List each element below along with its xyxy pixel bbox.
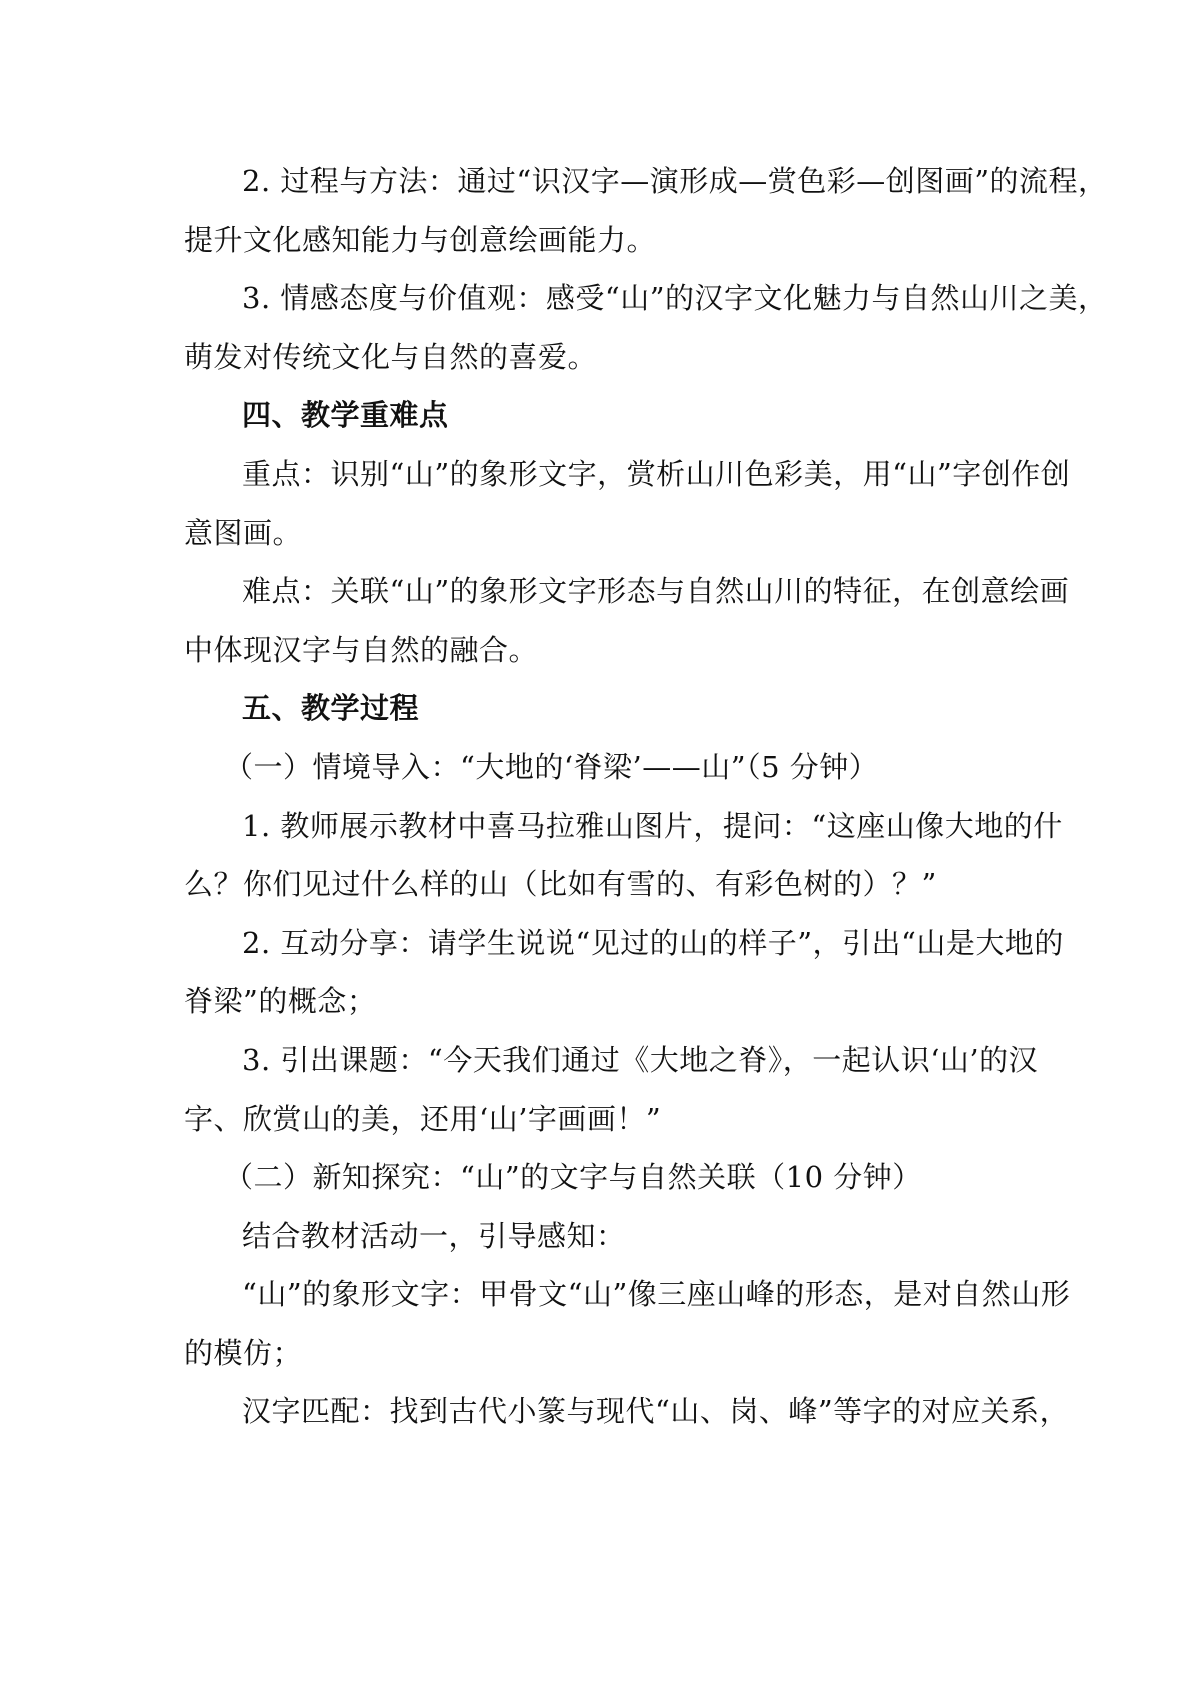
paragraph-step-3-cont: 字、欣赏山的美，还用‘山’字画画！” <box>184 1101 662 1136</box>
paragraph-key-point: 重点：识别“山”的象形文字，赏析山川色彩美，用“山”字创作创 <box>242 456 1071 491</box>
paragraph-process-method-cont: 提升文化感知能力与创意绘画能力。 <box>184 222 657 257</box>
paragraph-character-matching: 汉字匹配：找到古代小篆与现代“山、岗、峰”等字的对应关系， <box>242 1394 1070 1429</box>
subheading-new-knowledge: （二）新知探究：“山”的文字与自然关联（10 分钟） <box>224 1160 922 1195</box>
paragraph-step-3: 3. 引出课题：“今天我们通过《大地之脊》，一起认识‘山’的汉 <box>242 1042 1039 1077</box>
paragraph-step-1-cont: 么？你们见过什么样的山（比如有雪的、有彩色树的）？” <box>184 867 937 902</box>
paragraph-pictograph-cont: 的模仿； <box>184 1335 303 1370</box>
paragraph-emotion-values-cont: 萌发对传统文化与自然的喜爱。 <box>184 339 598 374</box>
section-heading-teaching-process: 五、教学过程 <box>242 691 420 726</box>
paragraph-emotion-values: 3. 情感态度与价值观：感受“山”的汉字文化魅力与自然山川之美， <box>242 281 1108 316</box>
paragraph-process-method: 2. 过程与方法：通过“识汉字—演形成—赏色彩—创图画”的流程， <box>242 164 1108 198</box>
paragraph-difficult-point-cont: 中体现汉字与自然的融合。 <box>184 632 539 667</box>
paragraph-difficult-point: 难点：关联“山”的象形文字形态与自然山川的特征，在创意绘画 <box>242 574 1070 609</box>
paragraph-step-1: 1. 教师展示教材中喜马拉雅山图片，提问：“这座山像大地的什 <box>242 808 1063 843</box>
paragraph-pictograph: “山”的象形文字：甲骨文“山”像三座山峰的形态，是对自然山形 <box>242 1277 1071 1312</box>
paragraph-key-point-cont: 意图画。 <box>184 515 303 550</box>
document-page <box>184 152 1108 1441</box>
paragraph-step-2-cont: 脊梁”的概念； <box>184 984 377 1019</box>
section-heading-key-points: 四、教学重难点 <box>242 398 449 433</box>
subheading-scenario-intro: （一）情境导入：“大地的‘脊梁’——山”（5 分钟） <box>224 749 879 784</box>
paragraph-step-2: 2. 互动分享：请学生说说“见过的山的样子”，引出“山是大地的 <box>242 925 1064 960</box>
paragraph-activity-guide: 结合教材活动一，引导感知： <box>242 1218 626 1253</box>
